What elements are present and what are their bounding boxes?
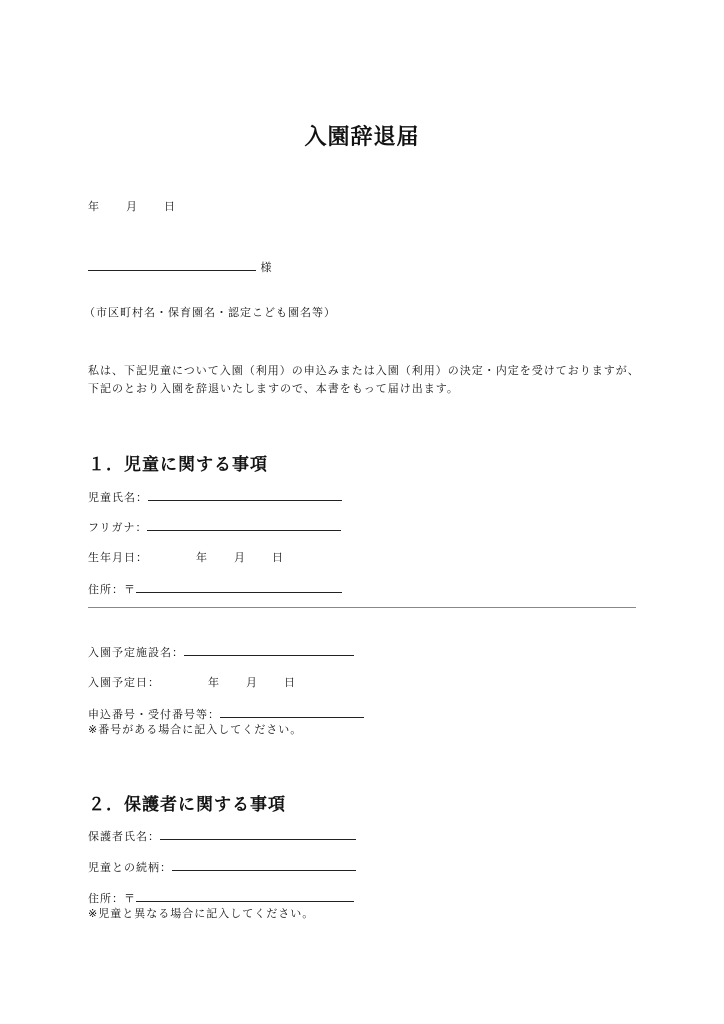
- child-address-row: [88, 580, 342, 597]
- child-name-row: [88, 488, 342, 505]
- guardian-address-note: ※児童と異なる場合に記入してください。: [88, 907, 315, 920]
- section2-heading: ２．保護者に関する事項: [88, 795, 286, 815]
- birth-day-label: 日: [272, 551, 284, 564]
- child-name-label: 児童氏名：: [88, 491, 148, 504]
- guardian-address-field[interactable]: [136, 889, 354, 902]
- statement-line-1: 私は、下記児童について入園（利用）の申込みまたは入園（利用）の決定・内定を受けておりますが、: [88, 364, 640, 377]
- relation-field[interactable]: [172, 858, 356, 871]
- addressee-suffix: 様: [260, 261, 273, 274]
- birthdate-row: [88, 549, 284, 565]
- furigana-label: フリガナ：: [88, 521, 148, 534]
- birth-month-label: 月: [234, 551, 246, 564]
- application-number-note: ※番号がある場合に記入してください。: [88, 723, 303, 736]
- facility-field[interactable]: [184, 643, 354, 656]
- entry-month-label: 月: [246, 676, 258, 689]
- guardian-name-field[interactable]: [160, 827, 356, 840]
- relation-label: 児童との続柄：: [88, 861, 172, 874]
- statement-line-2: 下記のとおり入園を辞退いたしますので、本書をもって届け出ます。: [88, 382, 459, 395]
- guardian-name-label: 保護者氏名：: [88, 830, 160, 843]
- application-number-field[interactable]: [220, 705, 364, 718]
- facility-row: [88, 643, 354, 660]
- day-label: 日: [164, 200, 176, 213]
- child-name-field[interactable]: [148, 488, 342, 501]
- guardian-name-row: [88, 827, 356, 844]
- relation-row: [88, 858, 356, 875]
- child-address-field[interactable]: [136, 580, 342, 593]
- addressee-blank[interactable]: [88, 258, 256, 271]
- submission-date: [88, 198, 176, 214]
- document-title: 入園辞退届: [304, 125, 420, 150]
- birth-year-label: 年: [196, 551, 208, 564]
- birthdate-label: 生年月日：: [88, 551, 148, 564]
- addressee-note: （市区町村名・保育園名・認定こども園名等）: [84, 306, 336, 319]
- section1-heading: １．児童に関する事項: [88, 455, 268, 475]
- child-address-label: 住所：〒: [88, 583, 136, 596]
- entry-day-label: 日: [284, 676, 296, 689]
- furigana-field[interactable]: [147, 518, 341, 531]
- entry-date-row: [88, 674, 296, 690]
- guardian-address-label: 住所：〒: [88, 892, 136, 905]
- year-label: 年: [88, 200, 100, 213]
- application-number-label: 申込番号・受付番号等：: [88, 708, 220, 721]
- addressee-line: [88, 258, 273, 275]
- child-address-line-2[interactable]: [88, 607, 636, 608]
- entry-year-label: 年: [208, 676, 220, 689]
- guardian-address-row: [88, 889, 354, 906]
- application-number-row: [88, 705, 364, 722]
- month-label: 月: [126, 200, 138, 213]
- entry-date-label: 入園予定日：: [88, 676, 160, 689]
- furigana-row: [88, 518, 341, 535]
- facility-label: 入園予定施設名：: [88, 646, 184, 659]
